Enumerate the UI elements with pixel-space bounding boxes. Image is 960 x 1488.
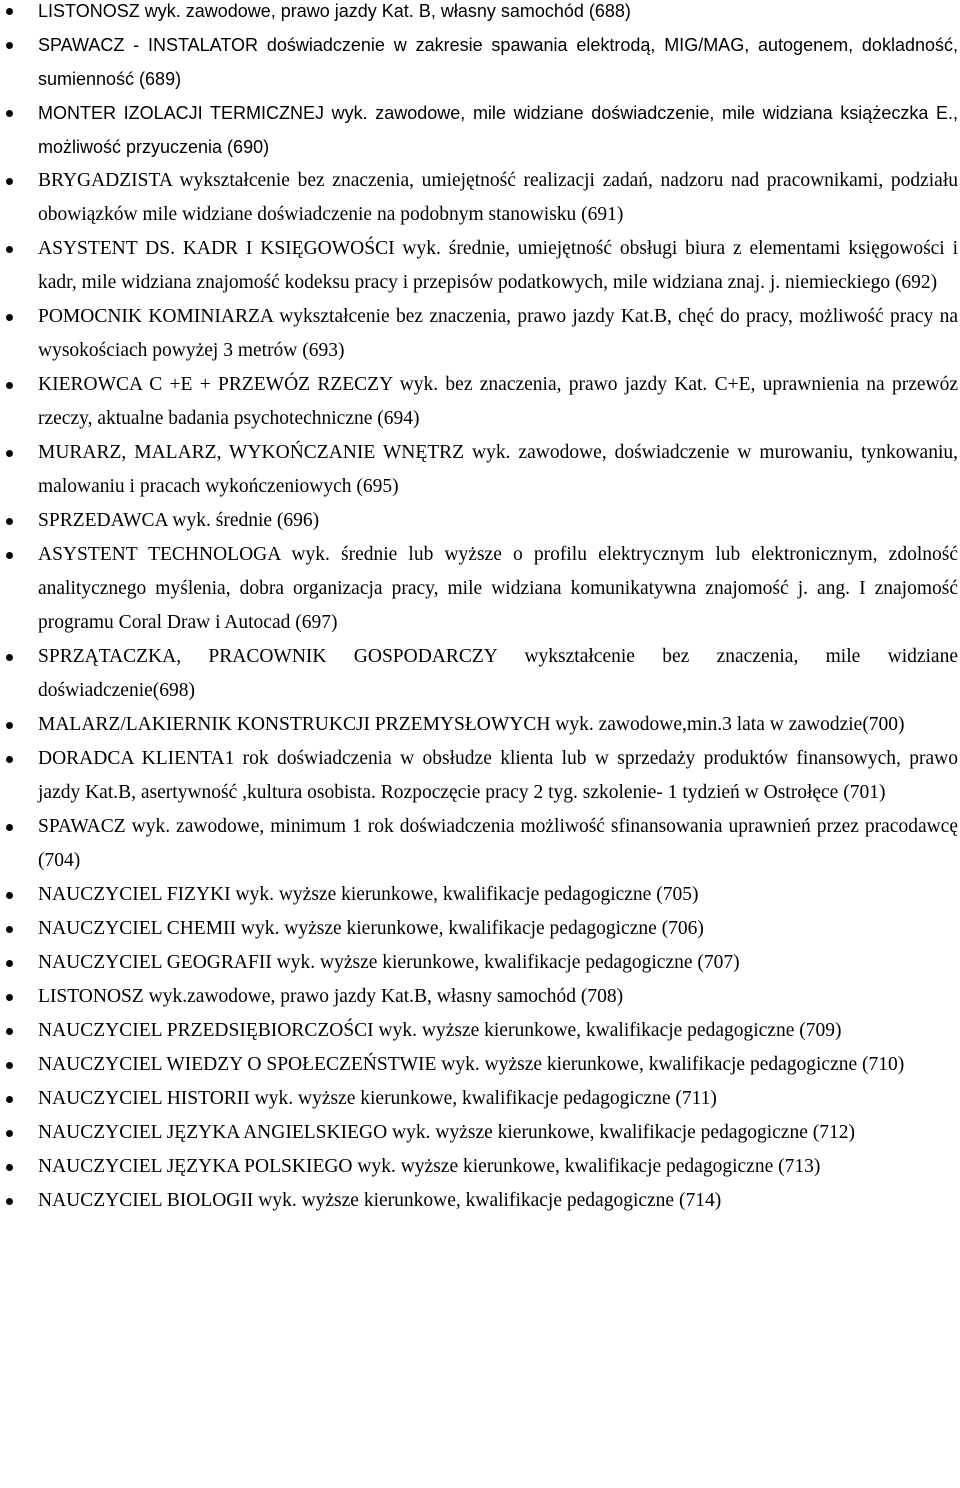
job-offer-item: ASYSTENT TECHNOLOGA wyk. średnie lub wyższe o profilu elektrycznym lub elektronicznym, zdolność analitycznego myślenia, dobra organizacja pracy, mile widziana komunikatywna znajomość j. ang. I znajomość programu Coral Draw i Autocad (697) xyxy=(0,538,960,640)
job-offer-item: NAUCZYCIEL JĘZYKA POLSKIEGO wyk. wyższe kierunkowe, kwalifikacje pedagogiczne (713) xyxy=(0,1150,960,1184)
job-offer-item: NAUCZYCIEL PRZEDSIĘBIORCZOŚCI wyk. wyższe kierunkowe, kwalifikacje pedagogiczne (709) xyxy=(0,1014,960,1048)
job-offer-item: SPAWACZ wyk. zawodowe, minimum 1 rok doświadczenia możliwość sfinansowania uprawnień przez pracodawcę (704) xyxy=(0,810,960,878)
job-offer-item: POMOCNIK KOMINIARZA wykształcenie bez znaczenia, prawo jazdy Kat.B, chęć do pracy, możliwość pracy na wysokościach powyżej 3 metrów (693) xyxy=(0,300,960,368)
job-offer-item: NAUCZYCIEL HISTORII wyk. wyższe kierunkowe, kwalifikacje pedagogiczne (711) xyxy=(0,1082,960,1116)
job-offer-item: NAUCZYCIEL GEOGRAFII wyk. wyższe kierunkowe, kwalifikacje pedagogiczne (707) xyxy=(0,946,960,980)
job-offer-item: NAUCZYCIEL CHEMII wyk. wyższe kierunkowe, kwalifikacje pedagogiczne (706) xyxy=(0,912,960,946)
job-offer-item: DORADCA KLIENTA1 rok doświadczenia w obsłudze klienta lub w sprzedaży produktów finansowych, prawo jazdy Kat.B, asertywność ,kultura osobista. Rozpoczęcie pracy 2 tyg. szkolenie- 1 tydzień w Ostrołęce (701) xyxy=(0,742,960,810)
job-offer-item: ASYSTENT DS. KADR I KSIĘGOWOŚCI wyk. średnie, umiejętność obsługi biura z elementami księgowości i kadr, mile widziana znajomość kodeksu pracy i przepisów podatkowych, mile widziana znaj. j. niemieckiego (692) xyxy=(0,232,960,300)
job-offer-item: MONTER IZOLACJI TERMICZNEJ wyk. zawodowe, mile widziane doświadczenie, mile widziana książeczka E., możliwość przyuczenia (690) xyxy=(0,96,960,164)
job-offer-item: SPRZĄTACZKA, PRACOWNIK GOSPODARCZY wykształcenie bez znaczenia, mile widziane doświadczenie(698) xyxy=(0,640,960,708)
job-offer-item: NAUCZYCIEL WIEDZY O SPOŁECZEŃSTWIE wyk. wyższe kierunkowe, kwalifikacje pedagogiczne (710) xyxy=(0,1048,960,1082)
job-offer-item: LISTONOSZ wyk. zawodowe, prawo jazdy Kat. B, własny samochód (688) xyxy=(0,0,960,28)
job-offer-item: NAUCZYCIEL FIZYKI wyk. wyższe kierunkowe, kwalifikacje pedagogiczne (705) xyxy=(0,878,960,912)
job-offer-item: LISTONOSZ wyk.zawodowe, prawo jazdy Kat.B, własny samochód (708) xyxy=(0,980,960,1014)
job-offer-item: KIEROWCA C +E + PRZEWÓZ RZECZY wyk. bez znaczenia, prawo jazdy Kat. C+E, uprawnienia na przewóz rzeczy, aktualne badania psychotechniczne (694) xyxy=(0,368,960,436)
job-offer-item: SPAWACZ - INSTALATOR doświadczenie w zakresie spawania elektrodą, MIG/MAG, autogenem, dokladność, sumienność (689) xyxy=(0,28,960,96)
job-offer-item: MURARZ, MALARZ, WYKOŃCZANIE WNĘTRZ wyk. zawodowe, doświadczenie w murowaniu, tynkowaniu, malowaniu i pracach wykończeniowych (695) xyxy=(0,436,960,504)
job-offer-item: MALARZ/LAKIERNIK KONSTRUKCJI PRZEMYSŁOWYCH wyk. zawodowe,min.3 lata w zawodzie(700) xyxy=(0,708,960,742)
job-offer-item: NAUCZYCIEL JĘZYKA ANGIELSKIEGO wyk. wyższe kierunkowe, kwalifikacje pedagogiczne (712) xyxy=(0,1116,960,1150)
job-offer-item: BRYGADZISTA wykształcenie bez znaczenia, umiejętność realizacji zadań, nadzoru nad pracownikami, podziału obowiązków mile widziane doświadczenie na podobnym stanowisku (691) xyxy=(0,164,960,232)
job-offer-item: SPRZEDAWCA wyk. średnie (696) xyxy=(0,504,960,538)
job-offer-item: NAUCZYCIEL BIOLOGII wyk. wyższe kierunkowe, kwalifikacje pedagogiczne (714) xyxy=(0,1184,960,1218)
